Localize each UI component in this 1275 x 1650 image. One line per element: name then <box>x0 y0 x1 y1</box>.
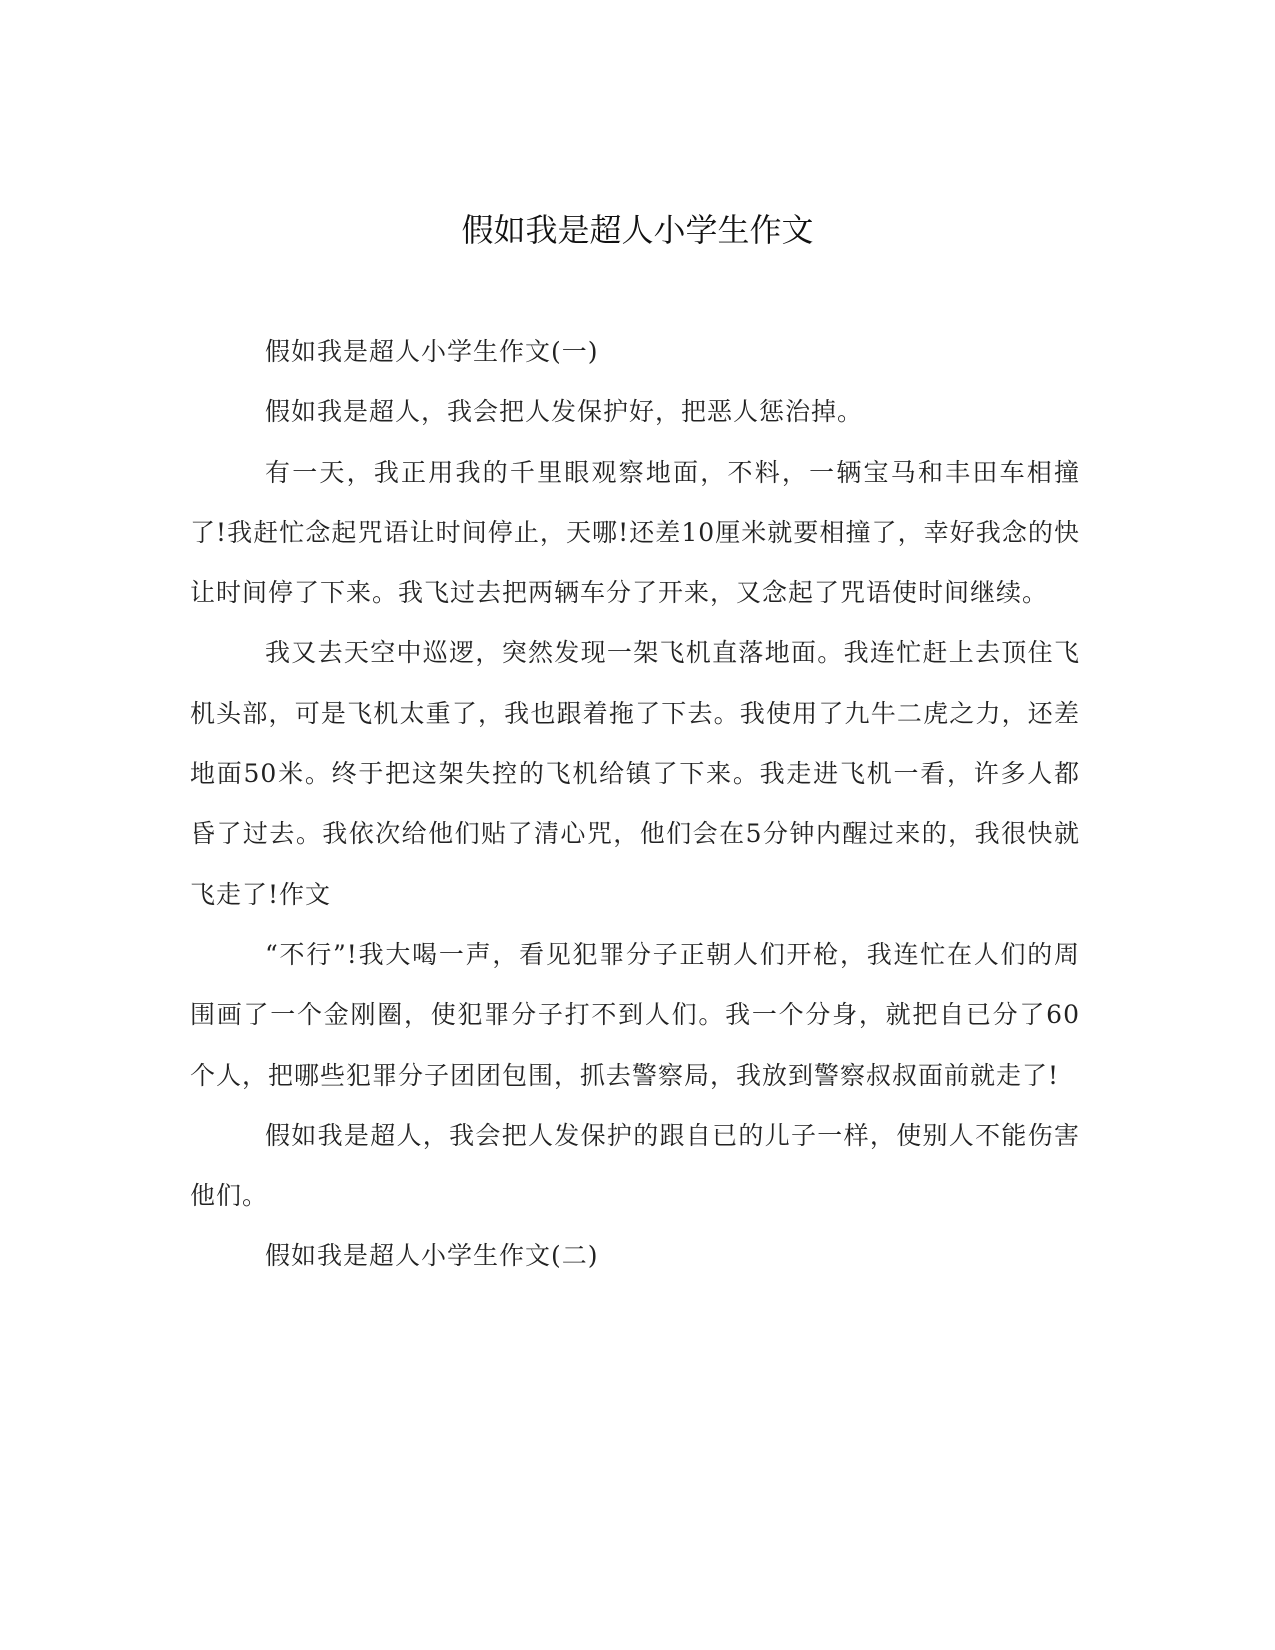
paragraph: 假如我是超人，我会把人发保护的跟自已的儿子一样，使别人不能伤害他们。 <box>190 1120 1080 1211</box>
paragraph: 假如我是超人，我会把人发保护好，把恶人惩治掉。 <box>265 397 864 427</box>
document-body <box>190 322 1080 1287</box>
document-title: 假如我是超人小学生作文 <box>461 211 814 249</box>
section-heading-2: 假如我是超人小学生作文(二) <box>265 1241 599 1271</box>
paragraph: “不行”!我大喝一声，看见犯罪分子正朝人们开枪，我连忙在人们的周围画了一个金刚圈，使犯罪分子打不到人们。我一个分身，就把自已分了60个人，把哪些犯罪分子团团包围，抓去警察局，我放到警察叔叔面前就走了! <box>190 939 1080 1090</box>
paragraph: 有一天，我正用我的千里眼观察地面，不料，一辆宝马和丰田车相撞了!我赶忙念起咒语让时间停止，天哪!还差10厘米就要相撞了，幸好我念的快让时间停了下来。我飞过去把两辆车分了开来，又念起了咒语使时间继续。 <box>190 457 1080 608</box>
section-heading-1: 假如我是超人小学生作文(一) <box>265 337 599 366</box>
paragraph: 我又去天空中巡逻，突然发现一架飞机直落地面。我连忙赶上去顶住飞机头部，可是飞机太重了，我也跟着拖了下去。我使用了九牛二虎之力，还差地面50米。终于把这架失控的飞机给镇了下来。我走进飞机一看，许多人都昏了过去。我依次给他们贴了清心咒，他们会在5分钟内醒过来的，我很快就飞走了!作文 <box>190 638 1080 909</box>
